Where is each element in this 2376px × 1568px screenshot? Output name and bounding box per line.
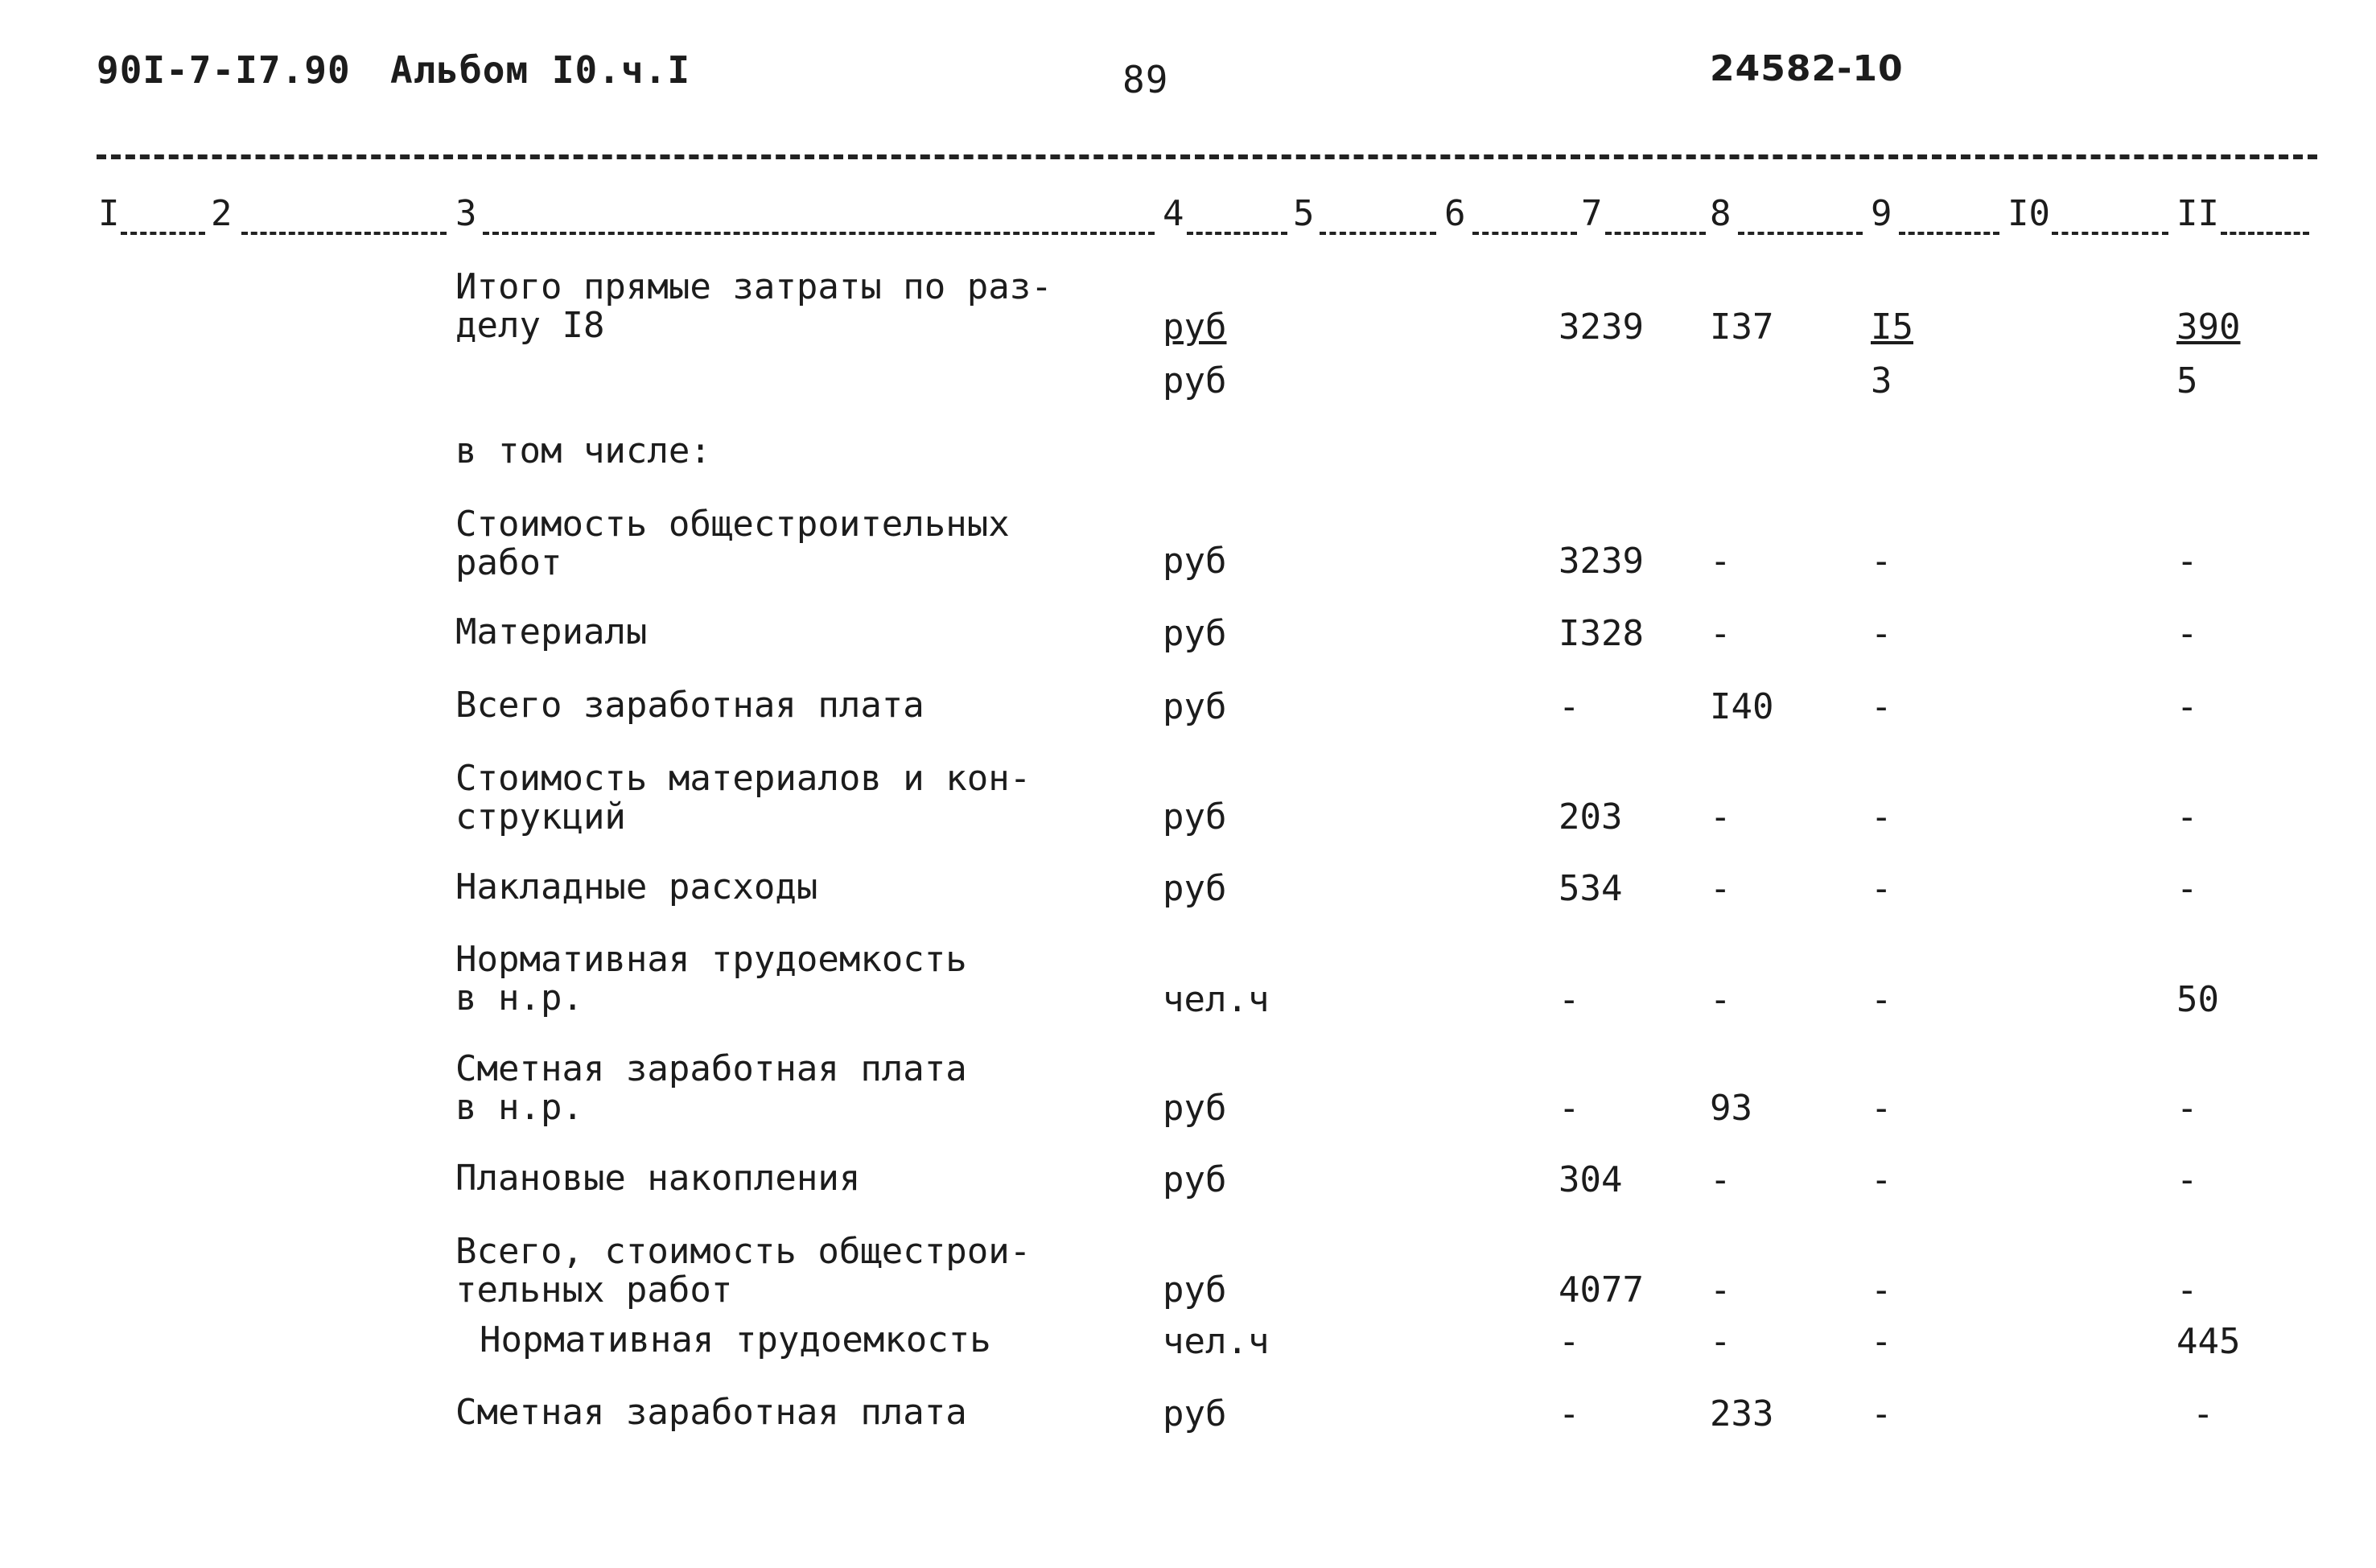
- row-col8: -: [1710, 796, 1732, 838]
- sheet-code: 24582-10: [1710, 48, 1904, 89]
- row-col7: -: [1559, 1393, 1580, 1434]
- row-col7: 3239: [1559, 541, 1644, 582]
- row-unit-secondary: руб: [1163, 360, 1227, 401]
- row-name: Нормативная трудоемкость в н.р.: [455, 939, 967, 1019]
- column-number: I: [98, 193, 120, 234]
- row-col11-secondary: 5: [2176, 360, 2198, 401]
- row-col11: 50: [2176, 979, 2219, 1020]
- column-number: 6: [1444, 193, 1466, 234]
- row-name: Сметная заработная плата: [455, 1392, 967, 1433]
- row-name: Стоимость материалов и кон- струкций: [455, 758, 1032, 838]
- row-col7: 304: [1559, 1159, 1623, 1200]
- row-col7: -: [1559, 686, 1580, 727]
- column-number: 3: [455, 193, 477, 234]
- row-col9: -: [1871, 1321, 1892, 1362]
- row-col11: -: [2176, 613, 2198, 654]
- row-col9: -: [1871, 796, 1892, 838]
- row-col11: -: [2176, 796, 2198, 838]
- header-divider: [97, 154, 2317, 159]
- column-separator: [1899, 232, 1999, 235]
- row-col7: -: [1559, 1088, 1580, 1129]
- column-number: 7: [1581, 193, 1603, 234]
- row-col9: -: [1871, 979, 1892, 1020]
- row-name: Всего заработная плата: [455, 685, 924, 726]
- row-name: Итого прямые затраты по раз- делу I8: [455, 266, 1052, 346]
- row-col9: -: [1871, 1159, 1892, 1200]
- page-number: 89: [1122, 58, 1169, 101]
- row-col11: -: [2176, 686, 2198, 727]
- column-separator: [1187, 232, 1287, 235]
- column-number: 4: [1163, 193, 1184, 234]
- row-col11: -: [2176, 1088, 2198, 1129]
- row-unit: руб: [1163, 541, 1227, 582]
- album-label: Альбом I0.ч.I: [390, 48, 691, 92]
- row-name: Накладные расходы: [455, 866, 818, 907]
- column-separator: [121, 232, 205, 235]
- row-unit: чел.ч: [1163, 979, 1270, 1020]
- row-unit: руб: [1163, 1088, 1227, 1129]
- row-col7: 534: [1559, 868, 1623, 909]
- column-separator: [241, 232, 447, 235]
- row-name: Материалы: [455, 611, 648, 652]
- row-unit: руб: [1163, 307, 1227, 348]
- column-number: 9: [1871, 193, 1892, 234]
- row-col8: -: [1710, 1159, 1732, 1200]
- row-col8: -: [1710, 1270, 1732, 1311]
- row-unit: руб: [1163, 868, 1227, 909]
- row-col9: -: [1871, 1270, 1892, 1311]
- row-col7: -: [1559, 1321, 1580, 1362]
- column-number: 2: [211, 193, 233, 234]
- row-col11: -: [2176, 868, 2198, 909]
- row-col8: -: [1710, 613, 1732, 654]
- row-col8: I37: [1710, 307, 1774, 348]
- document-code: 90I-7-I7.90: [97, 48, 351, 92]
- row-name: Стоимость общестроительных работ: [455, 504, 1010, 583]
- row-col8: -: [1710, 868, 1732, 909]
- row-col9: -: [1871, 686, 1892, 727]
- row-col9: -: [1871, 541, 1892, 582]
- column-separator: [483, 232, 1155, 235]
- column-number: II: [2176, 193, 2219, 234]
- row-col9-secondary: 3: [1871, 360, 1892, 401]
- row-name: Нормативная трудоемкость: [480, 1319, 991, 1360]
- column-separator: [2221, 232, 2309, 235]
- row-col11: -: [2176, 1159, 2198, 1200]
- row-unit: руб: [1163, 1393, 1227, 1434]
- row-col8: -: [1710, 541, 1732, 582]
- column-number: 5: [1293, 193, 1315, 234]
- row-col9: -: [1871, 1393, 1892, 1434]
- row-col9: I5: [1871, 307, 1913, 348]
- row-col11: -: [2176, 1270, 2198, 1311]
- row-name: в том числе:: [455, 430, 711, 471]
- row-col9: -: [1871, 868, 1892, 909]
- row-name: Всего, стоимость общестрои- тельных работ: [455, 1231, 1032, 1311]
- row-name: Сметная заработная плата в н.р.: [455, 1048, 967, 1128]
- column-number: 8: [1710, 193, 1732, 234]
- row-col11: -: [2193, 1393, 2214, 1434]
- row-col11: -: [2176, 541, 2198, 582]
- row-unit: руб: [1163, 686, 1227, 727]
- column-separator: [2052, 232, 2168, 235]
- row-col11: 390: [2176, 307, 2241, 348]
- row-col8: -: [1710, 979, 1732, 1020]
- row-col9: -: [1871, 1088, 1892, 1129]
- row-col9: -: [1871, 613, 1892, 654]
- column-separator: [1472, 232, 1577, 235]
- row-col7: 3239: [1559, 307, 1644, 348]
- column-separator: [1738, 232, 1863, 235]
- row-col7: I328: [1559, 613, 1644, 654]
- row-col8: 93: [1710, 1088, 1752, 1129]
- row-col7: -: [1559, 979, 1580, 1020]
- row-col7: 203: [1559, 796, 1623, 838]
- column-number: I0: [2007, 193, 2050, 234]
- row-unit: руб: [1163, 1270, 1227, 1311]
- row-unit: руб: [1163, 1159, 1227, 1200]
- row-unit: чел.ч: [1163, 1321, 1270, 1362]
- row-name: Плановые накопления: [455, 1158, 861, 1199]
- row-unit: руб: [1163, 613, 1227, 654]
- row-col7: 4077: [1559, 1270, 1644, 1311]
- row-unit: руб: [1163, 796, 1227, 838]
- column-separator: [1320, 232, 1436, 235]
- row-col8: I40: [1710, 686, 1774, 727]
- column-separator: [1605, 232, 1706, 235]
- row-col8: 233: [1710, 1393, 1774, 1434]
- row-col11: 445: [2176, 1321, 2241, 1362]
- row-col8: -: [1710, 1321, 1732, 1362]
